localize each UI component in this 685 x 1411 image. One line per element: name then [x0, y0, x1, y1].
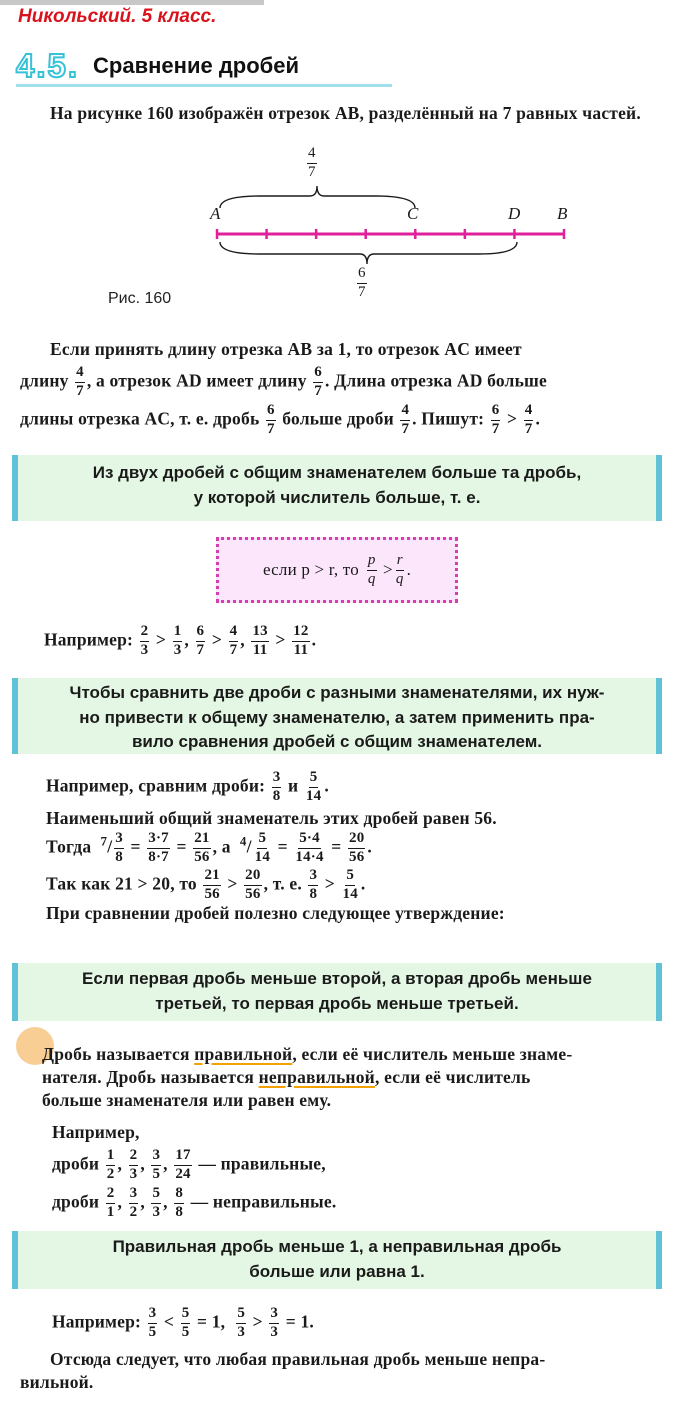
point-a-label: A: [210, 204, 221, 223]
rule3-line1: Если первая дробь меньше второй, а вторая дробь меньше: [82, 969, 592, 988]
term-proper: правильной: [194, 1044, 293, 1064]
example2-line4: Так как 21 > 20, то $\frac{21}{56}$ > $\frac{20}{56}$ , т. е. $\frac{3}{8}$ > $\frac{5}{14}$ .: [46, 866, 366, 902]
rule4-line1: Правильная дробь меньше 1, а неправильная дробь: [112, 1237, 562, 1256]
top-strip: [0, 0, 264, 5]
formula-prefix: если p > r, то: [262, 559, 359, 579]
figure-top-fraction: $\frac{4}{7}$: [308, 145, 316, 180]
rule1-line2: у которой числитель больше, т. е.: [193, 487, 481, 507]
point-d-label: D: [508, 204, 521, 223]
definition: Дробь называется правильной, если её числитель меньше знаме- нателя. Дробь называется неправильной, если её числитель больше знаменателя или равен ему.: [42, 1044, 573, 1110]
rule2-line1: Чтобы сравнить две дроби с разными знаменателями, их нуж-: [69, 683, 605, 702]
rule4-line2: больше или равна 1.: [249, 1261, 425, 1281]
para1-line1: Если принять длину отрезка AB за 1, то отрезок AC имеет: [50, 339, 522, 359]
example3: [52, 1121, 336, 1221]
example2-line1: Например, сравним дроби: $\frac{3}{8}$ и $\frac{5}{14}$ .: [46, 769, 329, 804]
example2: [46, 770, 646, 925]
top-brace: [220, 186, 415, 208]
segment-figure: [180, 140, 600, 315]
intro-paragraph: На рисунке 160 изображён отрезок AB, разделённый на 7 равных частей.: [50, 103, 641, 123]
conclusion-line1: Отсюда следует, что любая правильная дробь меньше непра-: [50, 1349, 546, 1369]
bottom-brace: [220, 242, 517, 264]
rule-box-2: [12, 678, 662, 754]
section-title: Сравнение дробей: [93, 53, 300, 78]
rule-box-3: [12, 963, 662, 1021]
section-header: [16, 46, 299, 86]
rule-box-4: [12, 1231, 662, 1289]
example2-line5: При сравнении дробей полезно следующее утверждение:: [46, 903, 505, 924]
conclusion: [20, 1348, 662, 1394]
book-label: Никольский. 5 класс.: [18, 6, 217, 27]
example2-line3: Тогда $^7$/ $\frac{3}{8}$ = $\frac{3\cdot 7}{8\cdot 7}$ = $\frac{21}{56}$ , а $^4$/ $\frac{5}{14}$ = $\frac{5\cdot 4}{14\cdot 4}$ = $\frac{20}{56}$ .: [46, 830, 372, 865]
proper-row: дроби $\frac{1}{2}$ , $\frac{2}{3}$ , $\frac{3}{5}$ , $\frac{17}{24}$ — правильные,: [52, 1146, 326, 1182]
conclusion-line2: вильной.: [20, 1371, 94, 1392]
rule1-line1: Из двух дробей с общим знаменателем больше та дробь,: [92, 463, 582, 482]
rule2-line3: вило сравнения дробей с общим знаменателем.: [131, 732, 543, 752]
para1: [20, 338, 665, 438]
rule2-line2: но привести к общему знаменателю, а затем применить пра-: [79, 707, 595, 727]
improper-row: дроби $\frac{2}{1}$ , $\frac{3}{2}$ , $\frac{5}{3}$ , $\frac{8}{8}$ — неправильные.: [52, 1185, 337, 1220]
point-b-label: B: [557, 204, 568, 223]
example2-line2: Наименьший общий знаменатель этих дробей равен 56.: [46, 807, 497, 828]
figure-bottom-fraction: $\frac{6}{7}$: [358, 265, 366, 300]
example3-label: Например,: [52, 1122, 140, 1142]
term-improper: неправильной: [258, 1066, 375, 1087]
example1: Например: $\frac{2}{3}$ > $\frac{1}{3}$ , $\frac{6}{7}$ > $\frac{4}{7}$ , $\frac{13}{11}$ > $\frac{12}{11}$ .: [44, 623, 317, 658]
title-underline: [16, 84, 392, 87]
rule3-line2: третьей, то первая дробь меньше третьей.: [155, 993, 519, 1013]
section-number: 4.5.: [16, 47, 80, 84]
point-c-label: C: [407, 204, 419, 223]
para1-line3: длины отрезка AC, т. е. дробь $\frac{6}{7}$ больше дроби $\frac{4}{7}$ . Пишут: $\frac{6}{7}$ > $\frac{4}{7}$ .: [20, 402, 541, 437]
para1-line2: длину $\frac{4}{7}$ , а отрезок AD имеет длину $\frac{6}{7}$ . Длина отрезка AD больше: [20, 363, 547, 399]
example4: Например: $\frac{3}{5}$ < $\frac{5}{5}$ = 1, $\frac{5}{3}$ > $\frac{3}{3}$ = 1.: [52, 1305, 314, 1340]
rule-box-1: [12, 455, 662, 521]
figure-caption: Рис. 160: [108, 290, 172, 307]
formula-box: если p > r, то $\frac{p}{q}$ > $\frac{r}{q}$ .: [216, 537, 458, 603]
